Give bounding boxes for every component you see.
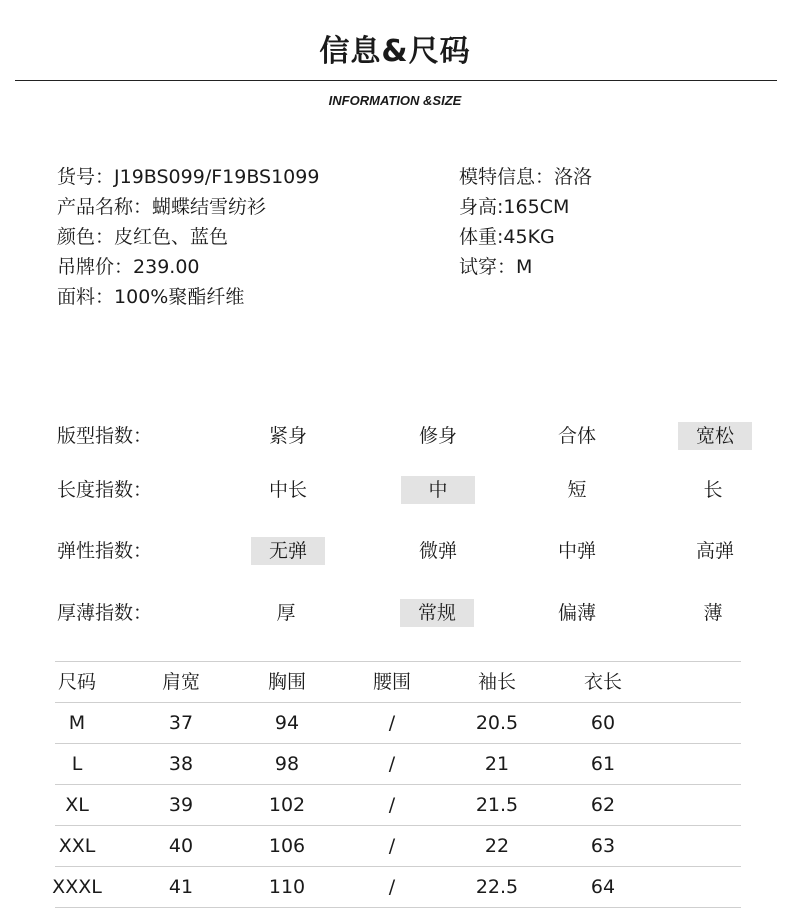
index-option: 偏薄: [557, 602, 596, 624]
info-item-color: [57, 225, 228, 249]
info-item-price: [57, 255, 200, 279]
table-cell: 98: [274, 753, 300, 775]
table-cell: 39: [168, 794, 194, 816]
index-option: 修身: [418, 425, 457, 447]
index-option: 中: [401, 476, 475, 504]
table-row: [55, 784, 741, 825]
index-row-thickness: [0, 598, 790, 628]
table-header-cell: 腰围: [372, 671, 411, 693]
info-item-product-name: [57, 195, 266, 219]
table-cell: 61: [590, 753, 616, 775]
index-option: 厚: [276, 602, 296, 624]
index-option: 常规: [400, 599, 474, 627]
table-header-cell: 衣长: [583, 671, 622, 693]
info-item-fitting-size: [459, 255, 532, 279]
info-item-sku: [57, 165, 319, 189]
index-option: 无弹: [251, 537, 325, 565]
table-row: [55, 743, 741, 784]
title-divider: [15, 80, 777, 81]
table-cell: 63: [590, 835, 616, 857]
table-row: [55, 825, 741, 866]
info-value: 蝴蝶结雪纺衫: [152, 196, 267, 218]
table-header-cell: 袖长: [477, 671, 516, 693]
table-cell: 106: [268, 835, 306, 857]
table-cell: 64: [590, 876, 616, 898]
table-cell: 60: [590, 712, 616, 734]
index-option: 紧身: [268, 425, 307, 447]
table-cell: /: [388, 835, 396, 857]
info-label: 颜色：: [57, 226, 115, 248]
index-label: 弹性指数：: [57, 540, 153, 562]
index-option: 中弹: [557, 540, 596, 562]
info-item-fabric: [57, 285, 244, 309]
info-label: 产品名称：: [57, 196, 153, 218]
table-cell: 22.5: [475, 876, 519, 898]
table-cell: /: [388, 794, 396, 816]
table-cell: M: [68, 712, 86, 734]
info-label: 吊牌价：: [57, 256, 134, 278]
table-header-cell: 胸围: [267, 671, 306, 693]
table-cell: 102: [268, 794, 306, 816]
table-cell: 40: [168, 835, 194, 857]
table-cell: XXXL: [52, 876, 102, 898]
table-header-cell: 尺码: [57, 671, 96, 693]
info-value: 100%聚酯纤维: [114, 286, 245, 308]
info-value: 239.00: [133, 256, 200, 278]
info-value: 洛洛: [554, 166, 593, 188]
info-label: 模特信息：: [459, 166, 555, 188]
table-cell: 20.5: [475, 712, 519, 734]
table-cell: /: [388, 753, 396, 775]
index-label: 厚薄指数：: [57, 602, 153, 624]
info-label: 面料：: [57, 286, 115, 308]
table-cell: 22: [484, 835, 510, 857]
table-cell: 41: [168, 876, 194, 898]
index-row-fit: [0, 421, 790, 451]
index-row-elasticity: [0, 536, 790, 566]
table-cell: 21.5: [475, 794, 519, 816]
index-option: 微弹: [418, 540, 457, 562]
table-row: [52, 866, 741, 908]
info-value: 皮红色、蓝色: [114, 226, 229, 248]
table-header-row: [55, 661, 741, 702]
table-cell: 110: [268, 876, 306, 898]
info-value: J19BS099/F19BS1099: [114, 166, 320, 188]
table-cell: /: [388, 876, 396, 898]
info-label: 货号：: [57, 166, 115, 188]
table-cell: L: [71, 753, 83, 775]
table-cell: 37: [168, 712, 194, 734]
table-cell: 94: [274, 712, 300, 734]
info-value: 165CM: [503, 196, 570, 218]
index-option: 长: [703, 479, 723, 501]
info-item-height: [459, 195, 569, 219]
table-header-cell: 肩宽: [161, 671, 200, 693]
info-value: M: [516, 256, 533, 278]
table-cell: 21: [484, 753, 510, 775]
index-option: 中长: [268, 479, 307, 501]
index-label: 版型指数：: [57, 425, 153, 447]
table-cell: 38: [168, 753, 194, 775]
info-label: 体重:: [459, 226, 504, 248]
table-cell: 62: [590, 794, 616, 816]
index-option: 短: [567, 479, 587, 501]
info-label: 身高:: [459, 196, 504, 218]
page-subtitle: INFORMATION &SIZE: [328, 93, 462, 108]
info-item-weight: [459, 225, 555, 249]
table-cell: XXL: [58, 835, 96, 857]
index-option: 薄: [703, 602, 723, 624]
size-table: [52, 661, 741, 908]
table-cell: XL: [65, 794, 89, 816]
page-title: 信息&尺码: [319, 34, 471, 69]
info-label: 试穿：: [459, 256, 517, 278]
table-cell: /: [388, 712, 396, 734]
info-value: 45KG: [503, 226, 555, 248]
info-item-model: [459, 165, 592, 189]
index-option: 宽松: [678, 422, 752, 450]
index-row-length: [0, 475, 790, 505]
index-option: 合体: [557, 425, 596, 447]
index-label: 长度指数：: [57, 479, 153, 501]
table-row: [55, 702, 741, 743]
index-option: 高弹: [695, 540, 734, 562]
